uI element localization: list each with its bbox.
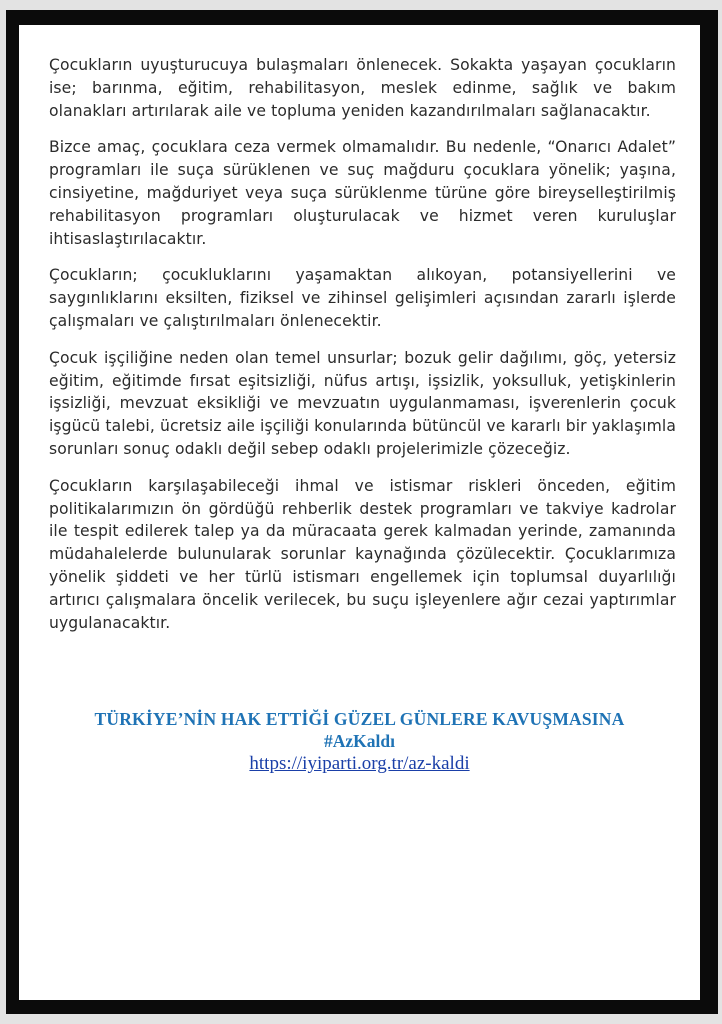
paragraph-3: Çocukların; çocukluklarını yaşamaktan alıkoyan, potansiyellerini ve saygınlıklarını eksilten, fiziksel ve zihinsel gelişimleri açısından zararlı işlerde çalışmaları ve çalıştırılmaları önlenecektir. (49, 266, 676, 330)
paragraph-4: Çocuk işçiliğine neden olan temel unsurlar; bozuk gelir dağılımı, göç, yetersiz eğitim, eğitimde fırsat eşitsizliği, nüfus artışı, işsizlik, yoksulluk, yetişkinlerin işsizliği, mevzuat eksikliği ve mevzuatın uygulanmaması, işverenlerin çocuk işgücü talebi, ücretsiz aile işçiliği konularında bütüncül ve kararlı bir yaklaşımla sorunları sonuç odaklı değil sebep odaklı projelerimizle çözeceğiz. (49, 348, 676, 458)
paragraph-1: Çocukların uyuşturucuya bulaşmaları önlenecek. Sokakta yaşayan çocukların ise; barınma, eğitim, rehabilitasyon, meslek edinme, sağlık ve bakım olanakları artırılarak aile ve topluma yeniden kazandırılmaları sağlanacaktır. (49, 56, 676, 120)
slogan-heading: TÜRKİYE’NİN HAK ETTİĞİ GÜZEL GÜNLERE KAVUŞMASINA (94, 709, 625, 729)
campaign-link[interactable]: https://iyiparti.org.tr/az-kaldi (249, 753, 470, 774)
document-body (49, 54, 676, 648)
paragraph-2: Bizce amaç, çocuklara ceza vermek olmamalıdır. Bu nedenle, “Onarıcı Adalet” programları ile suça sürüklenen ve suç mağduru çocuklara yönelik; yaşına, cinsiyetine, mağduriyet veya suça sürüklenme türüne göre bireyselleştirilmiş rehabilitasyon programları oluşturulacak ve hizmet veren kuruluşlar ihtisaslaştırılacaktır. (49, 138, 676, 248)
document-border (6, 10, 718, 1014)
closing-section (19, 708, 700, 776)
hashtag: #AzKaldı (324, 731, 395, 751)
paragraph-5: Çocukların karşılaşabileceği ihmal ve istismar riskleri önceden, eğitim politikalarımızın ön gördüğü rehberlik destek programları ve takviye kadrolar ile tespit edilerek talep ya da müracaata gerek kalmadan yerinde, zamanında müdahalelerde bulunularak sorunlar kaynağında çözülecektir. Çocuklarımıza yönelik şiddeti ve her türlü istismarı engellemek için toplumsal duyarlılığı artırıcı çalışmalara öncelik verilecek, bu suçu işleyenlere ağır cezai yaptırımlar uygulanacaktır. (49, 476, 676, 632)
document-page (19, 25, 700, 1000)
